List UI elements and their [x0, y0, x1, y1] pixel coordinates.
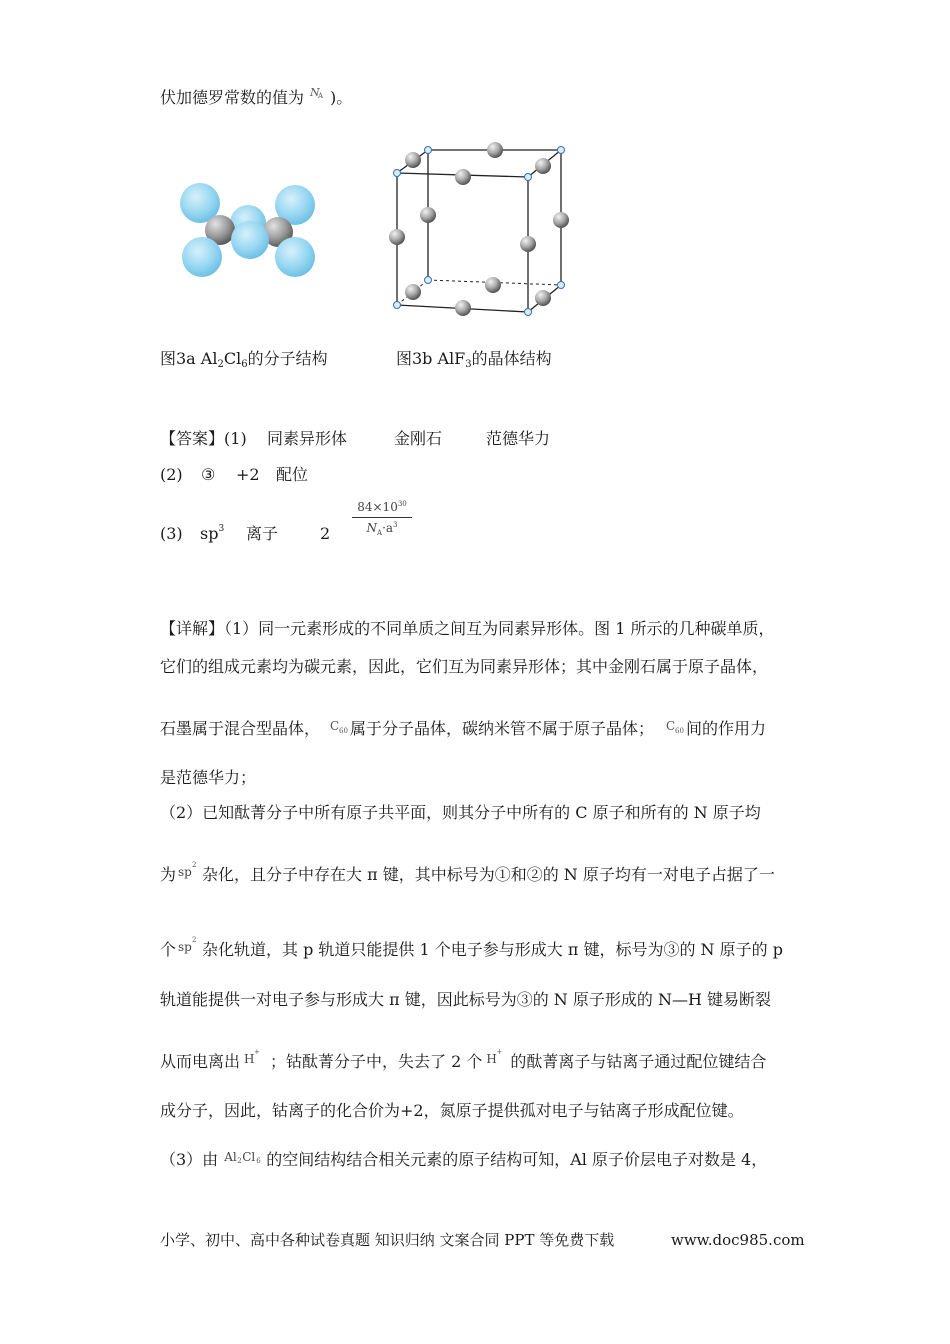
- footer-text: 小学、初中、高中各种试卷真题 知识归纳 文案合同 PPT 等免费下载: [160, 1231, 615, 1249]
- detail-line-8: 轨道能提供一对电子参与形成大 π 键，因此标号为③的 N 原子形成的 N—H 键易断裂: [160, 990, 771, 1009]
- f-atom: [535, 290, 551, 306]
- answer-2a: ③: [201, 465, 216, 484]
- answer-2c: 配位: [276, 465, 309, 484]
- al2cl6-molecule-figure: [170, 175, 330, 285]
- detail-line-1: 【详解】（1）同一元素形成的不同单质之间互为同素异形体。图 1 所示的几种碳单质，: [160, 619, 775, 638]
- answer-1b: 金刚石: [394, 429, 443, 448]
- figure-3b-caption: 图3b AlF3的晶体结构: [396, 349, 552, 370]
- avogadro-symbol: N: [310, 86, 320, 99]
- detail-line-2: 它们的组成元素均为碳元素，因此，它们互为同素异形体；其中金刚石属于原子晶体，: [160, 657, 769, 676]
- answer-3a: $sp^3$: [200, 524, 225, 543]
- answer-1c: 范德华力: [486, 429, 551, 448]
- al-corner-atom: [558, 282, 565, 289]
- detail-line-7: 个 sp 2 杂化轨道，其 p 轨道只能提供 1 个电子参与形成大 π 键，标号为③的 N 原子的 p: [160, 936, 783, 959]
- detail-line-6: 为 sp 2 杂化，且分子中存在大 π 键，其中标号为①和②的 N 原子均有一对电子占据了一: [160, 861, 775, 884]
- detail-line-3: 石墨属于混合型晶体， C 60 属于分子晶体，碳纳米管不属于原子晶体； C 60 间的作用力: [160, 719, 767, 738]
- figure-3a-caption: 图3a Al2Cl6的分子结构: [160, 349, 328, 370]
- f-atom: [405, 284, 421, 300]
- fraction-numerator: $84\times 10^{30}$: [357, 500, 407, 514]
- f-atom: [553, 212, 569, 228]
- al-corner-atom: [425, 147, 432, 154]
- alf3-crystal-figure: [385, 140, 585, 325]
- f-atom: [485, 277, 501, 293]
- cl-atom: [182, 237, 222, 277]
- detail-line-10: 成分子，因此，钴离子的化合价为+2，氮原子提供孤对电子与钴离子形成配位键。: [160, 1101, 744, 1120]
- f-atom: [535, 158, 551, 174]
- f-atom: [420, 207, 436, 223]
- answer-line-1: 【答案】(1): [160, 429, 247, 448]
- al-corner-atom: [525, 309, 532, 316]
- cl-atom: [231, 221, 269, 259]
- cl-atom: [275, 237, 315, 277]
- answer-3c: 2: [320, 524, 331, 543]
- answer-2-num: (2): [160, 465, 183, 484]
- al-corner-atom: [425, 277, 432, 284]
- answer-3-fraction: [352, 500, 412, 535]
- detail-line-5: （2）已知酞菁分子中所有原子共平面，则其分子中所有的 C 原子和所有的 N 原子均: [160, 803, 761, 822]
- detail-line-4: 是范德华力；: [160, 768, 257, 787]
- f-atom: [455, 169, 471, 185]
- f-atom: [487, 142, 503, 158]
- al-corner-atom: [525, 174, 532, 181]
- footer-url: www.doc985.com: [671, 1231, 805, 1249]
- al-corner-atom: [394, 170, 401, 177]
- f-atom: [405, 152, 421, 168]
- al-corner-atom: [394, 302, 401, 309]
- f-atom: [520, 236, 536, 252]
- fraction-denominator: $N_A\cdot a^3$: [366, 521, 398, 537]
- detail-line-11: （3）由 Al 2 Cl 6 的空间结构结合相关元素的原子结构可知，Al 原子价层电子对数是 4，: [160, 1150, 768, 1169]
- al-corner-atom: [558, 147, 565, 154]
- answer-3-num: (3): [160, 524, 183, 543]
- f-atom: [455, 300, 471, 316]
- detail-line-9: 从而电离出 H + ；钴酞菁分子中，失去了 2 个 H + 的酞菁离子与钴离子通过配位键结合: [160, 1048, 767, 1071]
- answer-2b: +2: [236, 465, 260, 484]
- intro-line: 伏加德罗常数的值为 N A )。: [160, 86, 353, 107]
- answer-3b: 离子: [246, 524, 279, 543]
- answer-1a: 同素异形体: [267, 429, 348, 448]
- f-atom: [389, 229, 405, 245]
